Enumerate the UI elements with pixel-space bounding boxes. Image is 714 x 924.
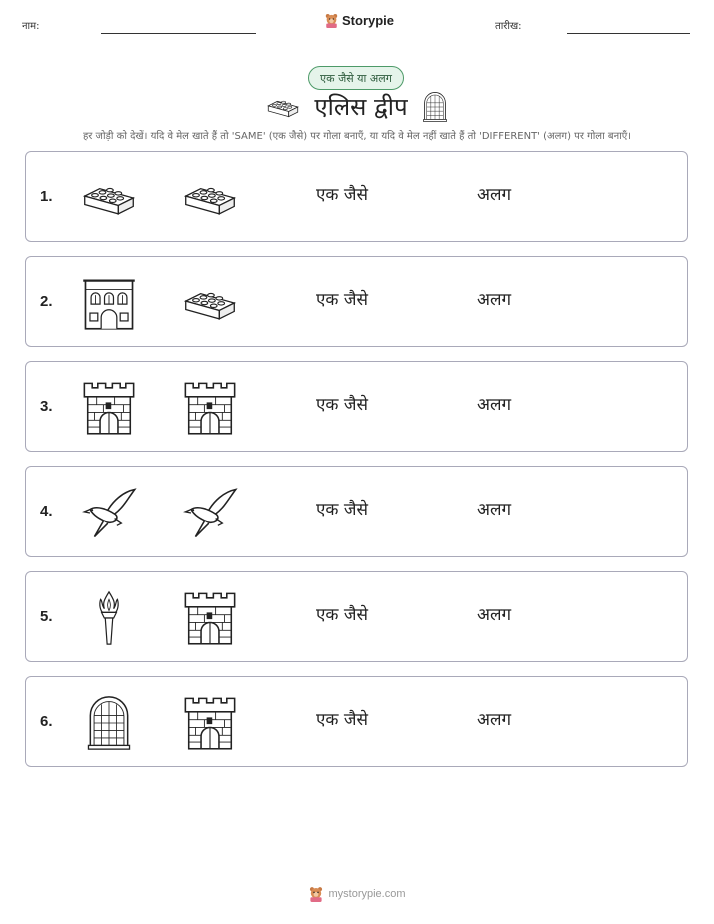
name-line[interactable] [101, 33, 256, 34]
question-number: 2. [40, 293, 53, 310]
question-row-2 [25, 256, 688, 347]
date-label: तारीख: [495, 21, 522, 32]
brick-icon [81, 170, 137, 226]
same-option[interactable]: एक जैसे [316, 605, 368, 625]
tower-icon [182, 590, 238, 646]
question-row-1 [25, 151, 688, 242]
different-option[interactable]: अलग [477, 710, 512, 730]
question-number: 3. [40, 398, 53, 415]
different-option[interactable]: अलग [477, 605, 512, 625]
question-row-5 [25, 571, 688, 662]
bird-icon [81, 485, 137, 541]
torch-icon [81, 590, 137, 646]
category-badge: एक जैसे या अलग [308, 66, 404, 90]
page-title: एलिस द्वीप [314, 93, 408, 121]
tower-icon [182, 380, 238, 436]
title-row [0, 90, 714, 123]
question-row-6 [25, 676, 688, 767]
same-option[interactable]: एक जैसे [316, 290, 368, 310]
brand-name: Storypie [342, 13, 395, 28]
storypie-logo-icon [308, 886, 324, 902]
brand-logo [324, 13, 394, 28]
brick-icon [266, 94, 300, 120]
bird-icon [182, 485, 238, 541]
question-number: 5. [40, 608, 53, 625]
different-option[interactable]: अलग [477, 500, 512, 520]
brick-icon [182, 275, 238, 331]
storypie-logo-icon [324, 13, 339, 28]
question-number: 1. [40, 188, 53, 205]
same-option[interactable]: एक जैसे [316, 710, 368, 730]
window-icon [422, 91, 448, 123]
tower-icon [182, 695, 238, 751]
same-option[interactable]: एक जैसे [316, 185, 368, 205]
same-option[interactable]: एक जैसे [316, 500, 368, 520]
brick-icon [182, 170, 238, 226]
different-option[interactable]: अलग [477, 290, 512, 310]
date-line[interactable] [567, 33, 690, 34]
name-label: नाम: [22, 21, 40, 32]
tower-icon [81, 380, 137, 436]
same-option[interactable]: एक जैसे [316, 395, 368, 415]
question-number: 6. [40, 713, 53, 730]
question-row-3 [25, 361, 688, 452]
instructions: हर जोड़ी को देखें। यदि वे मेल खाते हैं तो 'SAME' (एक जैसे) पर गोला बनाएँ, या यदि वे मेल नहीं खाते हैं तो 'DIFFERENT' (अलग) पर गोला बनाएँ। [82, 131, 632, 142]
window-icon [81, 695, 137, 751]
question-number: 4. [40, 503, 53, 520]
footer-url[interactable]: mystorypie.com [328, 888, 406, 900]
different-option[interactable]: अलग [477, 185, 512, 205]
footer [0, 886, 714, 902]
building-icon [81, 275, 137, 331]
question-row-4 [25, 466, 688, 557]
different-option[interactable]: अलग [477, 395, 512, 415]
